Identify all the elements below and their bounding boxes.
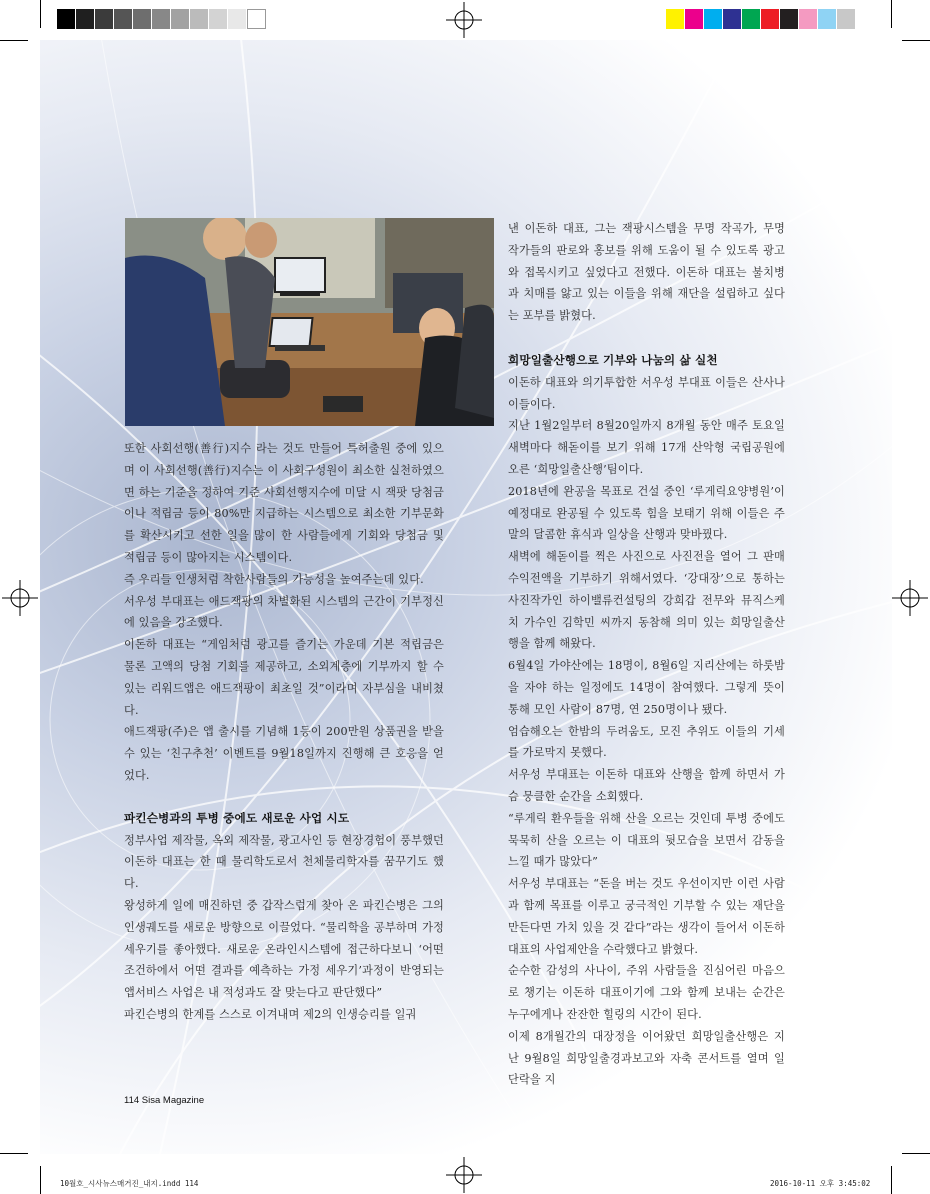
crop-mark [0,40,28,41]
paragraph: 순수한 감성의 사나이, 주위 사람들을 진심어린 마음으로 챙기는 이돈하 대표이기에 그와 함께 보내는 순간은 누구에게나 잔잔한 힐링의 시간이 된다. [508,964,785,1021]
article-photo [125,218,494,426]
color-swatch [209,9,228,29]
paragraph: 이돈하 대표는 “게임처럼 광고를 즐기는 가운데 기본 적립금은 물론 고액의 당첨 기회를 제공하고, 소외계층에 기부까지 할 수 있는 리워드앱은 애드잭팡이 최초일 것”이라며 자부심을 내비쳤다. [124,638,444,717]
color-swatch [95,9,114,29]
color-swatch [190,9,209,29]
color-swatch [666,9,685,29]
color-swatch [780,9,799,29]
paragraph: 엄습해오는 한밤의 두려움도, 모진 추위도 이들의 기세를 가로막지 못했다. [508,724,785,760]
color-swatch [228,9,247,29]
page-folio: 114 Sisa Magazine [124,1095,205,1106]
color-swatch [761,9,780,29]
paragraph: 정부사업 제작물, 옥외 제작물, 광고사인 등 현장경험이 풍부했던 이돈하 대표는 한 때 물리학도로서 천체물리학자를 꿈꾸기도 했다. [124,833,444,891]
color-swatch [704,9,723,29]
print-slug-file: 10월호_시사뉴스매거진_내지.indd 114 [60,1179,199,1188]
section-heading: 희망일출산행으로 기부와 나눔의 삶 실천 [508,353,718,367]
left-column [124,438,444,1026]
paragraph: 2018년에 완공을 목표로 건설 중인 ‘루게릭요양병원’이 예정대로 완공될 수 있도록 힘을 보태기 위해 이들은 주말의 달콤한 휴식과 일상을 산행과 맞바꿨다. [508,484,785,542]
crop-mark [40,0,41,28]
color-swatch [818,9,837,29]
paragraph: 지난 1월2일부터 8월20일까지 8개월 동안 매주 토요일 새벽마다 해돋이를 보기 위해 17개 산악형 국립공원에 오른 ‘희망일출산행’팀이다. [508,419,785,476]
color-swatch [133,9,152,29]
paragraph: 낸 이돈하 대표, 그는 잭팡시스템을 무명 작곡가, 무명 작가들의 판로와 홍보를 위해 도움이 될 수 있도록 광고와 접목시키고 싶었다고 전했다. 이돈하 대표는 불치병과 치매를 앓고 있는 이들을 위해 재단을 설립하고 싶다는 포부를 밝혔다. [508,222,785,323]
color-swatch [57,9,76,29]
paragraph: “루게릭 환우들을 위해 산을 오르는 것인데 투병 중에도 묵묵히 산을 오르는 이 대표의 뒷모습을 보면서 감동을 느낄 때가 많았다” [508,811,785,869]
color-swatch [837,9,856,29]
registration-mark-bottom [446,1157,482,1193]
paragraph: 서우성 부대표는 애드잭팡의 차별화된 시스템의 근간이 기부정신에 있음을 강조했다. [124,594,444,630]
registration-mark-left [2,580,38,616]
color-swatch [171,9,190,29]
registration-mark-top [446,2,482,38]
right-column-top [508,218,785,327]
crop-mark [902,1153,930,1154]
color-swatch [114,9,133,29]
color-swatch [723,9,742,29]
crop-mark [902,40,930,41]
paragraph: 서우성 부대표는 이돈하 대표와 산행을 함께 하면서 가슴 뭉클한 순간을 소회했다. [508,768,785,803]
right-column [508,350,785,1091]
paragraph: 또한 사회선행(善行)지수 라는 것도 만들어 특허출원 중에 있으며 이 사회선행(善行)지수는 이 사회구성원이 최소한 실천하였으면 하는 기준을 정하여 기준 사회선행지수에 미달 시 잭팟 당첨금이나 적립금 등이 80%만 지급하는 시스템으로 최소한 기부문화를 확산시키고 선한 일을 많이 한 사람들에게 기회와 당첨금 및 적립금 등이 많아지는 시스템이다. [124,442,444,564]
paragraph: 즉 우리들 인생처럼 착한사람들의 가능성을 높여주는데 있다. [124,572,424,586]
section-heading: 파킨슨병과의 투병 중에도 새로운 사업 시도 [124,810,350,825]
paragraph: 애드잭팡(주)은 앱 출시를 기념해 1등이 200만원 상품권을 받을 수 있는 ‘친구추천’ 이벤트를 9월18일까지 진행해 큰 호응을 얻었다. [124,725,444,782]
paragraph: 새벽에 해돋이를 찍은 사진으로 사진전을 열어 그 판매수익전액을 기부하기 위해서였다. ‘강대장’으로 통하는 사진작가인 하이밸류컨설팅의 강희갑 전무와 뮤직스케치 가수인 김학민 씨까지 동참해 의미 있는 희망일출산행을 함께 해왔다. [508,550,785,651]
registration-mark-right [892,580,928,616]
color-swatch [799,9,818,29]
paragraph: 왕성하게 일에 매진하던 중 갑작스럽게 찾아 온 파킨슨병은 그의 인생궤도를 새로운 방향으로 이끌었다. “물리학을 공부하며 가정세우기를 좋아했다. 새로운 온라인시스템에 접근하다보니 ‘어떤 조건하에서 어떤 결과를 예측하는 가정 세우기’과정이 반영되는 앱서비스 사업은 내 적성과도 잘 맞는다고 판단했다” [124,898,444,1000]
crop-mark [40,1166,41,1194]
paragraph: 이제 8개월간의 대장정을 이어왔던 희망일출산행은 지난 9월8일 희망일출경과보고와 자축 콘서트를 열며 일단락을 지 [508,1029,785,1087]
paragraph: 이돈하 대표와 의기투합한 서우성 부대표 이들은 산사나이들이다. [508,375,785,411]
paragraph: 서우성 부대표는 “돈을 버는 것도 우선이지만 이런 사람과 함께 목표를 이루고 궁극적인 기부할 수 있는 재단을 만든다면 가치 있을 것 같다”라는 생각이 들어서 이돈하 대표의 사업제안을 수락했다고 밝혔다. [508,877,785,956]
cmyk-color-bar [666,9,856,29]
color-swatch [76,9,95,29]
paragraph: 파킨슨병의 한계를 스스로 이겨내며 제2의 인생승리를 일궈 [124,1007,417,1021]
color-swatch [742,9,761,29]
color-swatch [685,9,704,29]
paragraph: 6월4일 가야산에는 18명이, 8월6일 지리산에는 하룻밤을 자야 하는 일정에도 14명이 참여했다. 그렇게 뜻이 통해 모인 사람이 87명, 연 250명이나 됐다. [508,659,785,716]
crop-mark [0,1153,28,1154]
crop-mark [891,0,892,28]
grayscale-color-bar [57,9,266,29]
crop-mark [891,1166,892,1194]
print-slug-timestamp: 2016-10-11 오후 3:45:02 [770,1179,871,1188]
color-swatch [247,9,266,29]
color-swatch [152,9,171,29]
